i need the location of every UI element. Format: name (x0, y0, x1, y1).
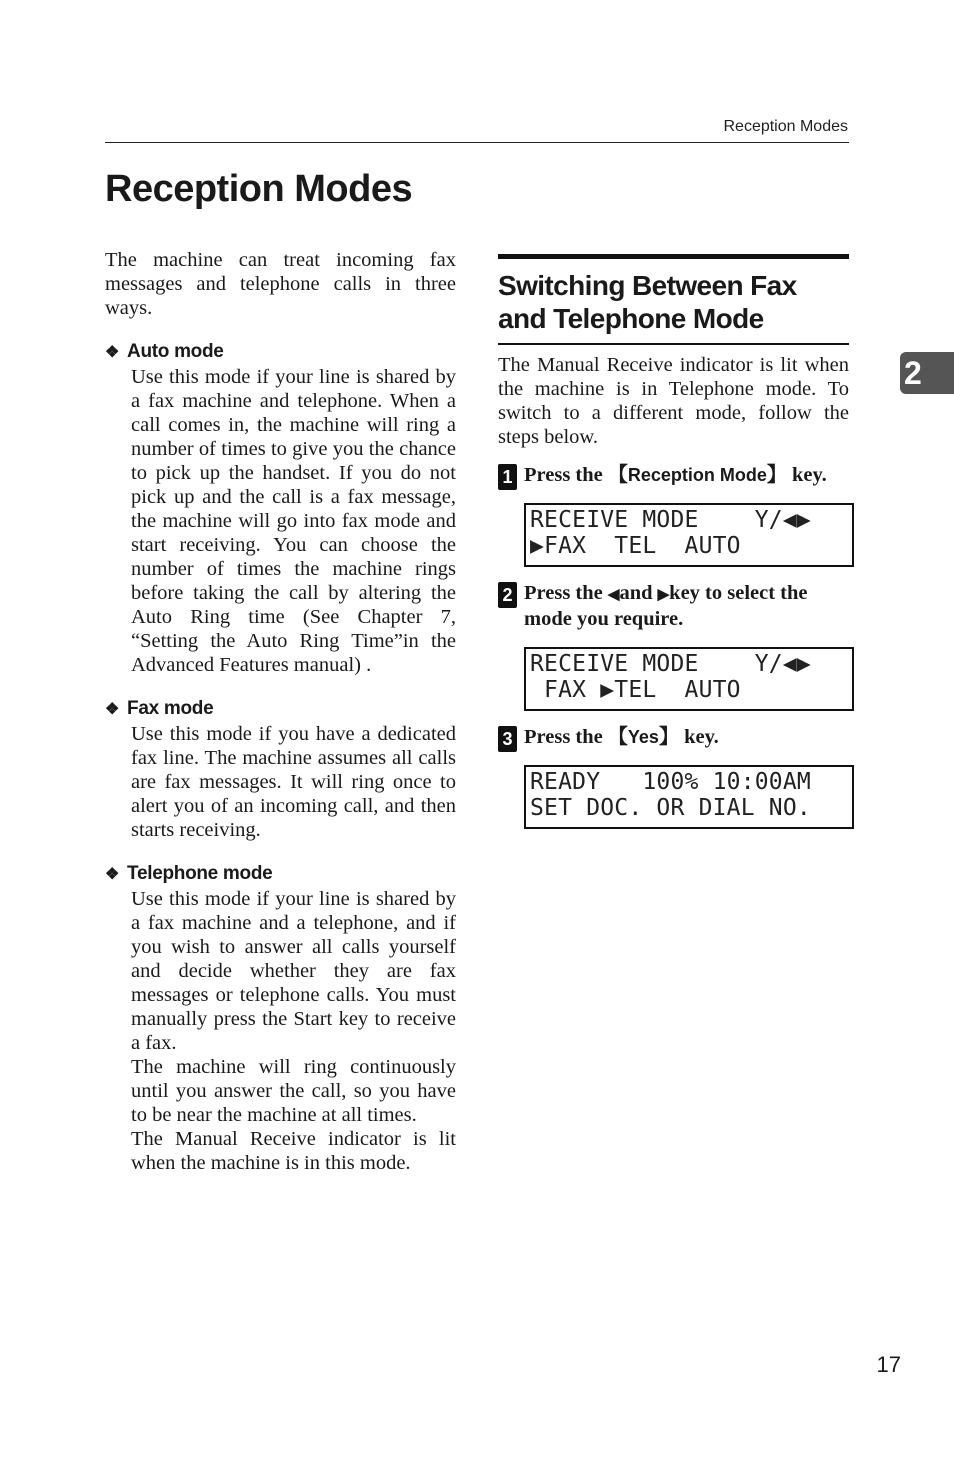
section-rule-top (498, 254, 849, 259)
section-title: Switching Between Fax and Telephone Mode (498, 270, 797, 334)
yes-key: Yes (627, 727, 659, 747)
mode-heading (105, 340, 456, 365)
lcd-line: ▶FAX TEL AUTO (530, 533, 741, 559)
key-bracket-open-icon: 【 (607, 726, 628, 748)
step-number: 1 (498, 464, 517, 490)
mode-telephone (105, 862, 456, 1175)
step-text: Press the ◀and ▶key to select the mode you require. (524, 582, 808, 630)
mode-paragraph: Use this mode if you have a dedicated fax line. The machine assumes all calls are fax messages. It will ring once to alert you of an incoming call, and then starts receiving. (131, 723, 456, 841)
mode-title: Fax mode (127, 698, 214, 719)
section-rule-bottom (498, 343, 849, 345)
step-number: 3 (498, 726, 517, 752)
step-number: 2 (498, 582, 517, 608)
step-1 (498, 463, 849, 567)
mode-paragraph: Use this mode if your line is shared by a fax machine and a telephone, and if you wish to answer all calls yourself and decide whether they are fax messages or telephone calls. You must manually press the Start key to receive a fax. (131, 888, 456, 1054)
lcd-line: READY 100% 10:00AM (530, 769, 811, 795)
page-title: Reception Modes (105, 168, 413, 210)
diamond-bullet-icon: ❖ (105, 344, 120, 361)
mode-auto (105, 340, 456, 677)
mode-fax (105, 697, 456, 842)
mode-body (105, 887, 456, 1175)
lcd-line: FAX ▶TEL AUTO (530, 677, 741, 703)
mode-paragraph: The Manual Receive indicator is lit when the machine is in this mode. (131, 1128, 456, 1174)
mode-body (105, 365, 456, 677)
right-triangle-icon: ▶ (657, 587, 670, 603)
lcd-display (524, 647, 854, 711)
lcd-display (524, 503, 854, 567)
lcd-line: RECEIVE MODE Y/◀▶ (530, 651, 811, 677)
chapter-tab: 2 (900, 352, 954, 394)
mode-paragraph: Use this mode if your line is shared by a fax machine and telephone. When a call comes in, the machine will ring a number of times to give you the chance to pick up the handset. If you do not pick up and the call is a fax message, the machine will go into fax mode and start receiving. You can choose the number of times the machine rings before taking the call by altering the Auto Ring time (See Chapter 7, “Setting the Auto Ring Time”in the Advanced Features manual) . (131, 366, 456, 676)
step-3 (498, 725, 849, 829)
key-bracket-close-icon: 】 (658, 726, 679, 748)
step-2 (498, 581, 849, 711)
key-bracket-open-icon: 【 (607, 464, 628, 486)
mode-title: Auto mode (127, 341, 224, 362)
left-triangle-icon: ◀ (607, 587, 620, 603)
step-text: Press the 【Reception Mode】 key. (524, 464, 827, 486)
diamond-bullet-icon: ❖ (105, 701, 120, 718)
reception-mode-key: Reception Mode (627, 465, 767, 485)
mode-title: Telephone mode (127, 863, 273, 884)
lcd-display (524, 765, 854, 829)
intro-paragraph: The machine can treat incoming fax messages and telephone calls in three ways. (105, 249, 456, 319)
diamond-bullet-icon: ❖ (105, 866, 120, 883)
section-intro: The Manual Receive indicator is lit when the machine is in Telephone mode. To switch to a different mode, follow the steps below. (498, 354, 849, 448)
left-column (105, 248, 456, 1175)
running-header: Reception Modes (723, 118, 848, 135)
mode-heading (105, 862, 456, 887)
mode-heading (105, 697, 456, 722)
header-rule (105, 142, 849, 143)
mode-body (105, 722, 456, 842)
right-column (498, 254, 849, 829)
step-text: Press the 【Yes】 key. (524, 726, 719, 748)
lcd-line: RECEIVE MODE Y/◀▶ (530, 507, 811, 533)
key-bracket-close-icon: 】 (766, 464, 787, 486)
page-number: 17 (876, 1352, 901, 1377)
mode-paragraph: The machine will ring continuously until you answer the call, so you have to be near the machine at all times. (131, 1056, 456, 1126)
lcd-line: SET DOC. OR DIAL NO. (530, 795, 811, 821)
